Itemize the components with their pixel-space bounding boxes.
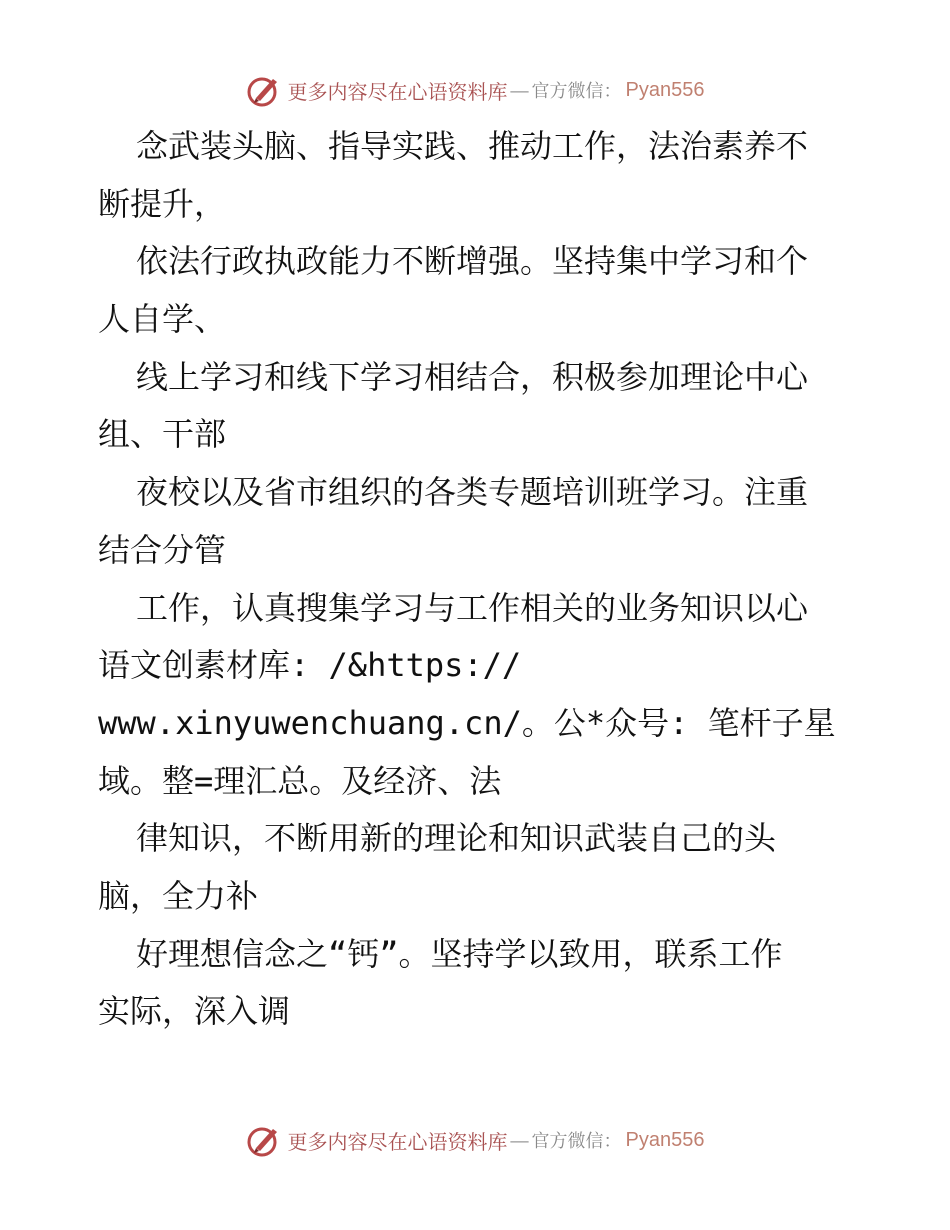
text-line: 工作，认真搜集学习与工作相关的业务知识以心	[136, 588, 809, 627]
footer-site-text: 更多内容尽在心语资料库	[287, 1129, 508, 1154]
header-separator: —	[509, 78, 530, 102]
pen-logo-icon	[246, 1122, 282, 1158]
footer-banner	[0, 1118, 950, 1162]
text-line: 线上学习和线下学习相结合，积极参加理论中心	[136, 357, 809, 396]
header-wechat-id: Pyan556	[625, 78, 705, 101]
text-line: 语文创素材库: /&https://	[98, 646, 522, 685]
text-line: www.xinyuwenchuang.cn/。公*众号: 笔杆子星	[98, 703, 836, 742]
text-line: 脑，全力补	[98, 876, 259, 915]
text-line: 域。整=理汇总。及经济、法	[98, 761, 502, 800]
text-line: 断提升，	[98, 184, 227, 223]
header-banner	[0, 68, 950, 112]
pen-logo-icon	[246, 72, 282, 108]
footer-wechat-id: Pyan556	[625, 1128, 705, 1151]
text-line: 律知识，不断用新的理论和知识武装自己的头	[136, 819, 777, 858]
text-line: 念武装头脑、指导实践、推动工作，法治素养不	[136, 127, 809, 165]
header-wechat-label: 官方微信：	[531, 81, 622, 102]
text-line: 好理想信念之“钙”。坚持学以致用，联系工作	[136, 934, 783, 973]
text-line: 依法行政执政能力不断增强。坚持集中学习和个	[136, 242, 809, 281]
text-line: 人自学、	[98, 300, 227, 339]
text-line: 夜校以及省市组织的各类专题培训班学习。注重	[136, 473, 809, 512]
footer-wechat-label: 官方微信：	[531, 1131, 622, 1152]
body-text	[98, 118, 858, 1041]
text-line: 组、干部	[98, 415, 227, 454]
header-site-text: 更多内容尽在心语资料库	[287, 79, 508, 104]
footer-separator: —	[509, 1128, 530, 1152]
text-line: 结合分管	[98, 530, 227, 569]
text-line: 实际，深入调	[98, 992, 291, 1031]
